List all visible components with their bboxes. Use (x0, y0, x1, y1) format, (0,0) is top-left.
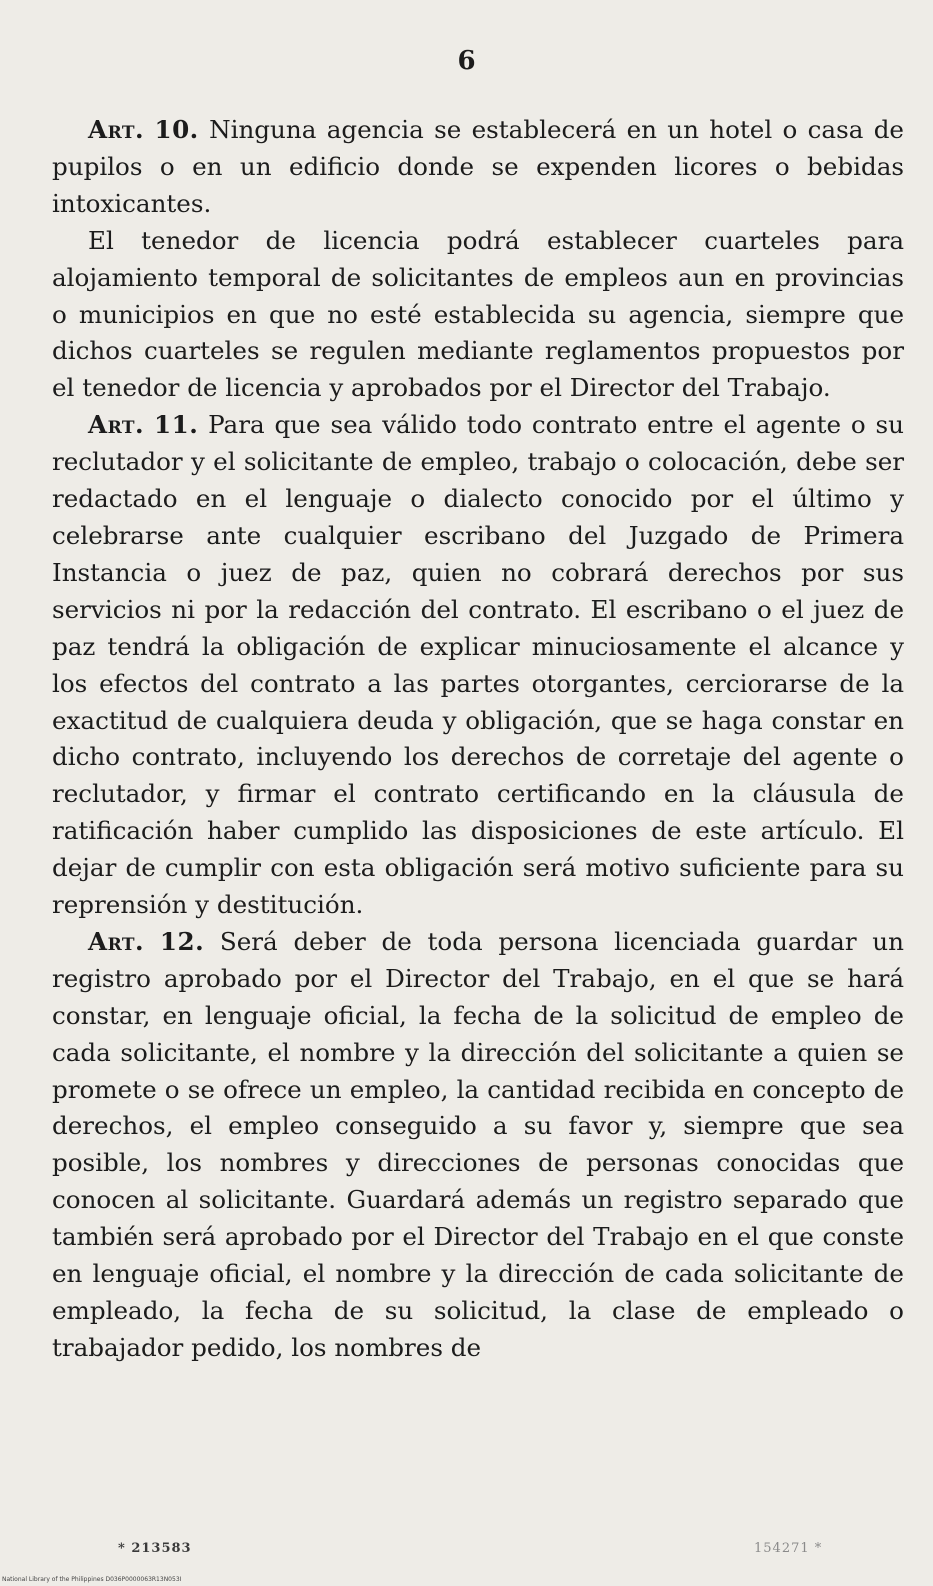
page-number: 6 (457, 46, 476, 76)
article-number: 10. (154, 115, 199, 144)
article-text: El tenedor de licencia podrá establecer cuarteles para alojamiento temporal de solicitantes de empleos aun en provincias o municipios en que no esté establecida su agencia, siempre que dichos cuarteles se regulen mediante reglamentos propuestos por el tenedor de licencia y aprobados por el Director del Trabajo. (52, 225, 904, 403)
article-text: Ninguna agencia se establecerá en un hotel o casa de pupilos o en un edificio donde se expenden licores o bebidas intoxicantes. (52, 115, 904, 218)
library-credit: National Library of the Philippines D036P0000063R13N053I (2, 1576, 182, 1583)
article-number: 12. (159, 926, 205, 956)
article-text: Será deber de toda persona licenciada guardar un registro aprobado por el Director del Trabajo, en el que se hará constar, en lenguaje oficial, la fecha de la solicitud de empleo de cada solicitante, el nombre y la dirección del solicitante a quien se promete o se ofrece un empleo, la cantidad recibida en concepto de derechos, el empleo conseguido a su favor y, siempre que sea posible, los nombres y direcciones de personas conocidas que conocen al solicitante. Guardará además un registro separado que también será aprobado por el Director del Trabajo en el que conste en lenguaje oficial, el nombre y la dirección de cada solicitante de empleado, la fecha de su solicitud, la clase de empleado o trabajador pedido, los nombres de (52, 926, 904, 1362)
article-text: Para que sea válido todo contrato entre el agente o su reclutador y el solicitante de empleo, trabajo o colocación, debe ser redactado en el lenguaje o dialecto conocido por el último y celebrarse ante cualquier escribano del Juzgado de Primera Instancia o juez de paz, quien no cobrará derechos por sus servicios ni por la redacción del contrato. El escribano o el juez de paz tendrá la obligación de explicar minuciosamente el alcance y los efectos del contrato a las partes otorgantes, cerciorarse de la exactitud de cualquiera deuda y obligación, que se haga constar en dicho contrato, incluyendo los derechos de corretaje del agente o reclutador, y firmar el contrato certificando en la cláusula de ratificación haber cumplido las disposiciones de este artículo. El dejar de cumplir con esta obligación será motivo suficiente para su reprensión y destitución. (52, 410, 904, 920)
article-paragraph (52, 407, 904, 924)
article-label: Art. (88, 410, 145, 440)
print-code-right: 154271 * (754, 1541, 823, 1556)
article-label: Art. (88, 115, 145, 144)
article-paragraph (52, 112, 904, 223)
body-text (52, 112, 904, 1367)
print-code-left: * 213583 (118, 1541, 192, 1556)
article-paragraph (52, 924, 904, 1367)
article-label: Art. (88, 926, 145, 956)
article-paragraph (52, 223, 904, 408)
article-number: 11. (153, 410, 199, 440)
